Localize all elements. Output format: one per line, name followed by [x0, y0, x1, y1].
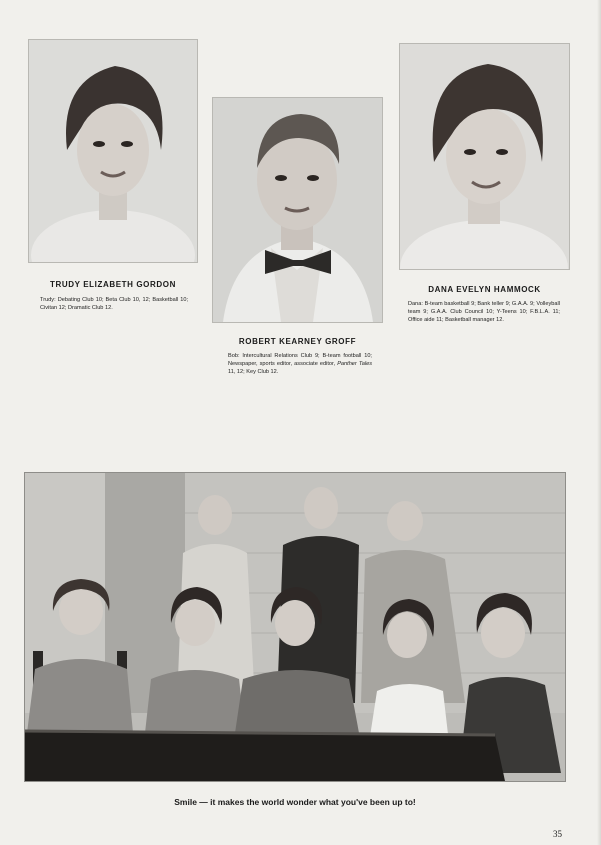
portrait-image [29, 40, 197, 262]
portrait-bio-dana-hammock: Dana: B-team basketball 9; Bank teller 9; G.A.A. 9; Volleyball team 9; G.A.A. Club Council 10; Y-Teens 10; F.B.L.A. 11; Office aide 11; Basketball manager 12. [408, 301, 560, 323]
group-photo-caption: Smile — it makes the world wonder what you've been up to! [174, 797, 416, 807]
page-edge [597, 0, 601, 845]
group-photo [25, 473, 565, 781]
portrait-bio-text-end: 11, 12; Key Club 12. [228, 369, 279, 375]
portrait-bio-robert-groff [228, 352, 372, 376]
portrait-name-dana-hammock: DANA EVELYN HAMMOCK [428, 285, 541, 294]
group-photo-image [25, 473, 565, 781]
portrait-image [400, 44, 569, 269]
portrait-name-robert-groff: ROBERT KEARNEY GROFF [238, 337, 357, 346]
page-number: 35 [553, 829, 562, 839]
portrait-photo-dana-hammock [400, 44, 569, 269]
portrait-bio-trudy-gordon: Trudy: Debating Club 10; Beta Club 10, 12; Basketball 10; Civitan 12; Dramatic Club 12. [40, 297, 188, 311]
portrait-photo-robert-groff [213, 98, 382, 322]
newspaper-title: Panther Tales [337, 361, 373, 367]
portrait-photo-trudy-gordon [29, 40, 197, 262]
portrait-name-trudy-gordon: TRUDY ELIZABETH GORDON [50, 280, 176, 289]
portrait-image [213, 98, 382, 322]
portrait-bio-text: Bob: Intercultural Relations Club 9; B-team football 10; Newspaper, sports editor, associate editor, [228, 353, 372, 367]
